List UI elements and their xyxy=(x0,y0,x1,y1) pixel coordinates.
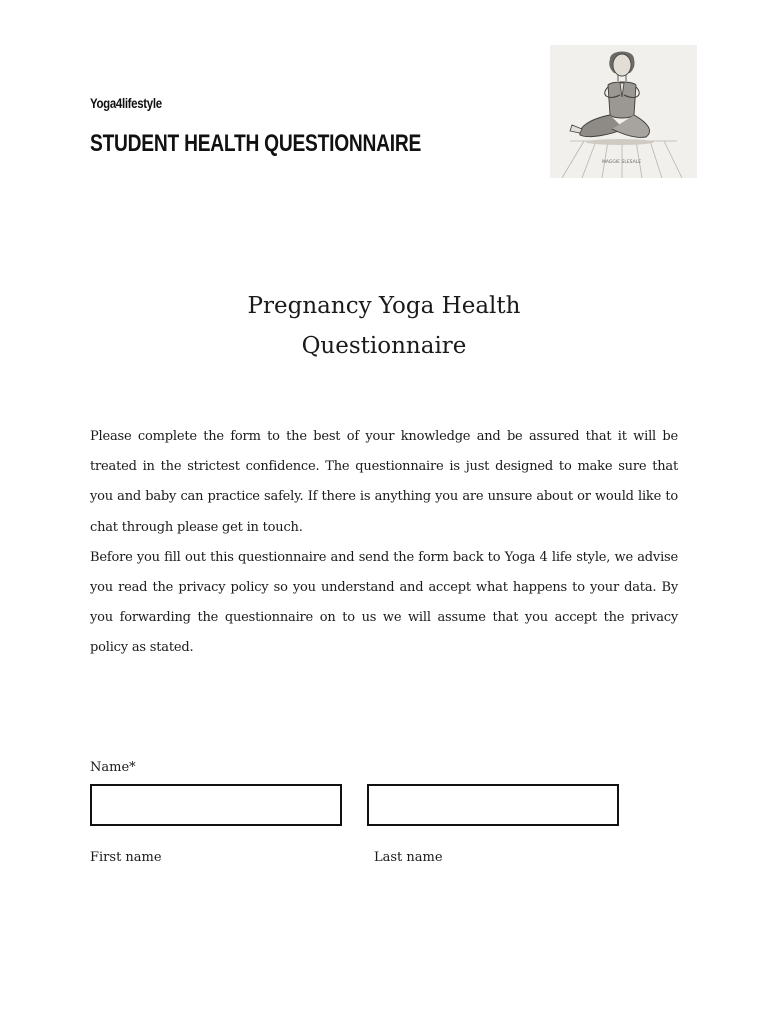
title-line-2: Questionnaire xyxy=(301,333,467,359)
questionnaire-title xyxy=(0,286,768,366)
intro-paragraph-privacy: Before you fill out this questionnaire and send the form back to Yoga 4 life style, we advise you read the privacy policy so you understand and accept what happens to your data. By you forwarding the questionnaire on to us we will assume that you accept the privacy policy as stated. xyxy=(90,549,678,656)
sketch-signature: MAGGIE SLESALE xyxy=(602,160,642,165)
first-name-input[interactable] xyxy=(90,784,342,826)
title-line-1: Pregnancy Yoga Health xyxy=(247,293,521,319)
intro-text xyxy=(90,422,678,664)
intro-paragraph-confidentiality: Please complete the form to the best of your knowledge and be assured that it will be treated in the strictest confidence. The questionnaire is just designed to make sure that you and baby can practice safely. If there is anything you are unsure about or would like to chat through please get in touch. xyxy=(90,429,678,535)
yoga-pose-sketch xyxy=(550,45,697,178)
brand-name: Yoga4lifestyle xyxy=(90,95,162,111)
last-name-caption: Last name xyxy=(374,850,443,865)
first-name-caption: First name xyxy=(90,850,162,865)
last-name-input[interactable] xyxy=(367,784,619,826)
document-heading: STUDENT HEALTH QUESTIONNAIRE xyxy=(90,130,422,157)
name-field-label: Name* xyxy=(90,760,136,775)
